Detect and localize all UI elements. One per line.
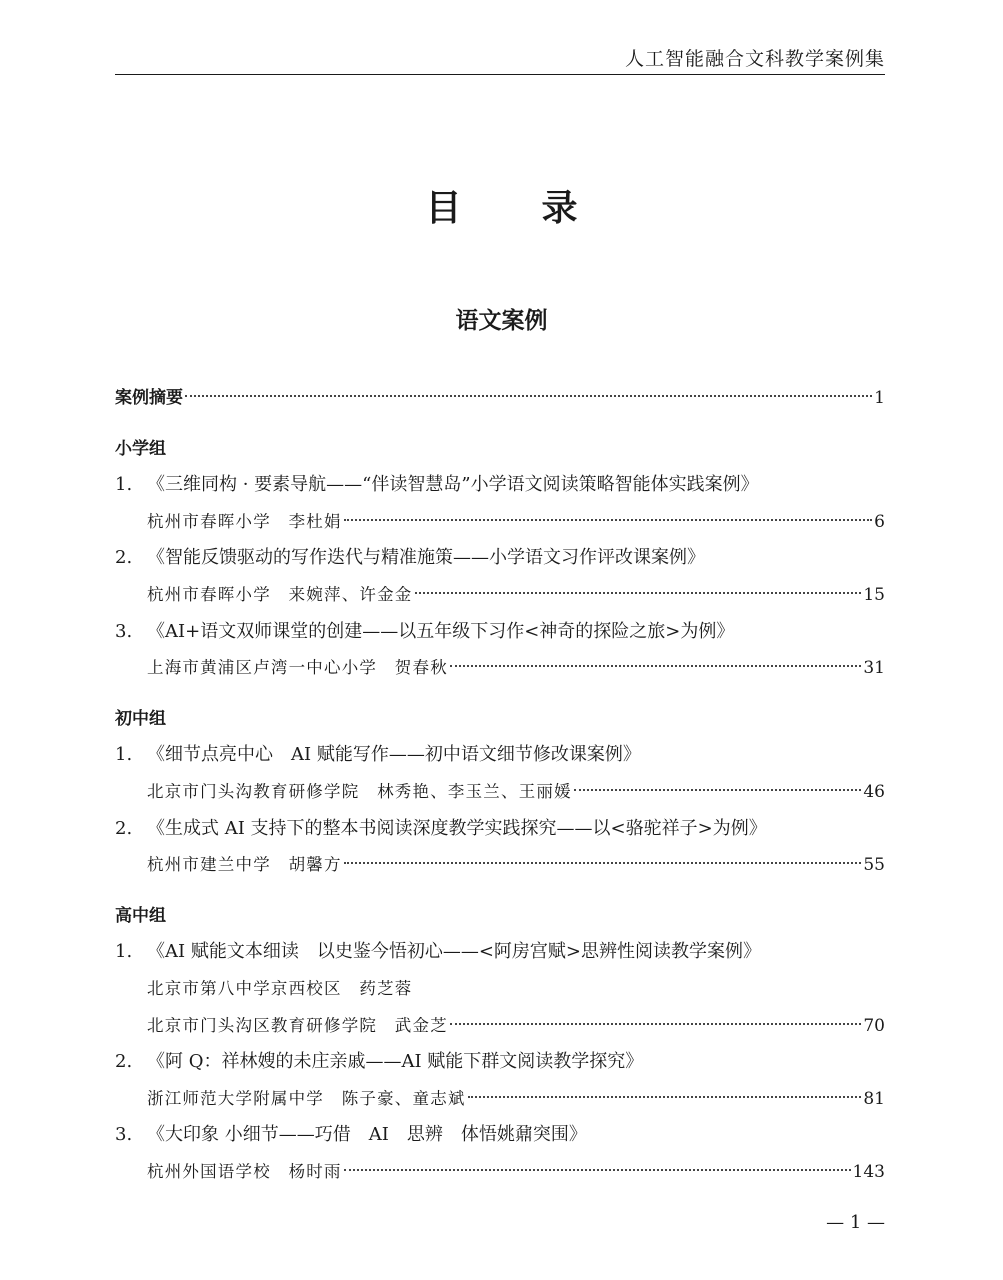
page-footer: — 1 — bbox=[826, 1212, 885, 1233]
entry-author-line bbox=[115, 650, 885, 687]
entry-number: 1. bbox=[115, 941, 133, 963]
entry-author-line bbox=[115, 1008, 885, 1045]
group-heading bbox=[115, 701, 885, 738]
page-number: 15 bbox=[863, 584, 885, 605]
author-affiliation: 杭州市春晖小学 来婉萍、许金金 bbox=[147, 584, 413, 604]
entry-author-line bbox=[115, 577, 885, 614]
dot-leader bbox=[468, 1096, 862, 1098]
toc-entry[interactable] bbox=[115, 934, 885, 971]
toc-title-char-1: 目 bbox=[425, 188, 462, 229]
author-affiliation: 杭州市春晖小学 李杜娟 bbox=[147, 511, 342, 531]
entry-title: 《智能反馈驱动的写作迭代与精准施策——小学语文习作评改课案例》 bbox=[147, 547, 705, 569]
dot-leader bbox=[185, 395, 872, 397]
section-title: 语文案例 bbox=[455, 308, 548, 334]
author-affiliation: 浙江师范大学附属中学 陈子豪、童志斌 bbox=[147, 1088, 466, 1108]
entry-author-line bbox=[115, 774, 885, 811]
author-affiliation: 杭州市建兰中学 胡馨方 bbox=[147, 855, 342, 875]
dot-leader bbox=[450, 1023, 861, 1025]
toc-entry-summary[interactable] bbox=[115, 380, 885, 417]
toc-entry[interactable] bbox=[115, 467, 885, 504]
entry-number: 1. bbox=[115, 744, 133, 766]
author-affiliation: 北京市第八中学京西校区 药芝蓉 bbox=[147, 978, 413, 998]
dot-leader bbox=[574, 789, 862, 791]
dot-leader bbox=[344, 1169, 851, 1171]
dot-leader bbox=[450, 665, 861, 667]
summary-label: 案例摘要 bbox=[115, 388, 183, 408]
entry-author-line bbox=[115, 504, 885, 541]
group-heading bbox=[115, 431, 885, 468]
page-number: 46 bbox=[863, 781, 885, 802]
entry-number: 2. bbox=[115, 817, 133, 839]
page-number: 31 bbox=[863, 658, 885, 679]
entry-number: 2. bbox=[115, 1051, 133, 1073]
entry-author-line bbox=[115, 1154, 885, 1191]
page-number: 70 bbox=[863, 1015, 885, 1036]
entry-author-line bbox=[115, 847, 885, 884]
entry-author-line bbox=[115, 1081, 885, 1118]
toc-title-char-2: 录 bbox=[541, 188, 578, 229]
page-number: 1 bbox=[874, 388, 885, 408]
entry-title: 《大印象 小细节——巧借 AI 思辨 体悟姚鼐突围》 bbox=[147, 1124, 587, 1146]
toc-entry[interactable] bbox=[115, 614, 885, 651]
dot-leader bbox=[344, 519, 872, 521]
page-number: 81 bbox=[863, 1088, 885, 1109]
page-number: 143 bbox=[852, 1161, 885, 1182]
toc-entry[interactable] bbox=[115, 540, 885, 577]
author-affiliation: 北京市门头沟区教育研修学院 武金芝 bbox=[147, 1015, 448, 1035]
group-heading-label: 小学组 bbox=[115, 438, 166, 459]
entry-author-line bbox=[115, 971, 885, 1008]
dot-leader bbox=[415, 592, 862, 594]
toc-entry[interactable] bbox=[115, 737, 885, 774]
entry-title: 《AI+语文双师课堂的创建——以五年级下习作<神奇的探险之旅>为例》 bbox=[147, 620, 735, 642]
toc-groups bbox=[115, 431, 885, 1191]
group-heading-label: 高中组 bbox=[115, 905, 166, 926]
entry-title: 《AI 赋能文本细读 以史鉴今悟初心——<阿房宫赋>思辨性阅读教学案例》 bbox=[147, 941, 761, 963]
author-affiliation: 北京市门头沟教育研修学院 林秀艳、李玉兰、王丽媛 bbox=[147, 781, 572, 801]
entry-title: 《三维同构 · 要素导航——“伴读智慧岛”小学语文阅读策略智能体实践案例》 bbox=[147, 474, 759, 496]
group-heading bbox=[115, 898, 885, 935]
page-number: 55 bbox=[863, 855, 885, 876]
dot-leader bbox=[344, 862, 862, 864]
toc-title bbox=[0, 180, 1003, 231]
toc-entry[interactable] bbox=[115, 811, 885, 848]
author-affiliation: 上海市黄浦区卢湾一中心小学 贺春秋 bbox=[147, 658, 448, 678]
toc-body bbox=[115, 380, 885, 1190]
entry-number: 1. bbox=[115, 474, 133, 496]
entry-number: 3. bbox=[115, 620, 133, 642]
entry-number: 2. bbox=[115, 547, 133, 569]
page-number: 6 bbox=[874, 511, 885, 532]
header-rule bbox=[115, 74, 885, 75]
group-heading-label: 初中组 bbox=[115, 708, 166, 729]
toc-entry[interactable] bbox=[115, 1117, 885, 1154]
entry-title: 《细节点亮中心 AI 赋能写作——初中语文细节修改课案例》 bbox=[147, 744, 641, 766]
entry-title: 《生成式 AI 支持下的整本书阅读深度教学实践探究——以<骆驼祥子>为例》 bbox=[147, 817, 767, 839]
entry-title: 《阿 Q：祥林嫂的未庄亲戚——AI 赋能下群文阅读教学探究》 bbox=[147, 1051, 644, 1073]
author-affiliation: 杭州外国语学校 杨时雨 bbox=[147, 1161, 342, 1181]
running-header: 人工智能融合文科教学案例集 bbox=[624, 48, 885, 70]
entry-number: 3. bbox=[115, 1124, 133, 1146]
toc-entry[interactable] bbox=[115, 1044, 885, 1081]
